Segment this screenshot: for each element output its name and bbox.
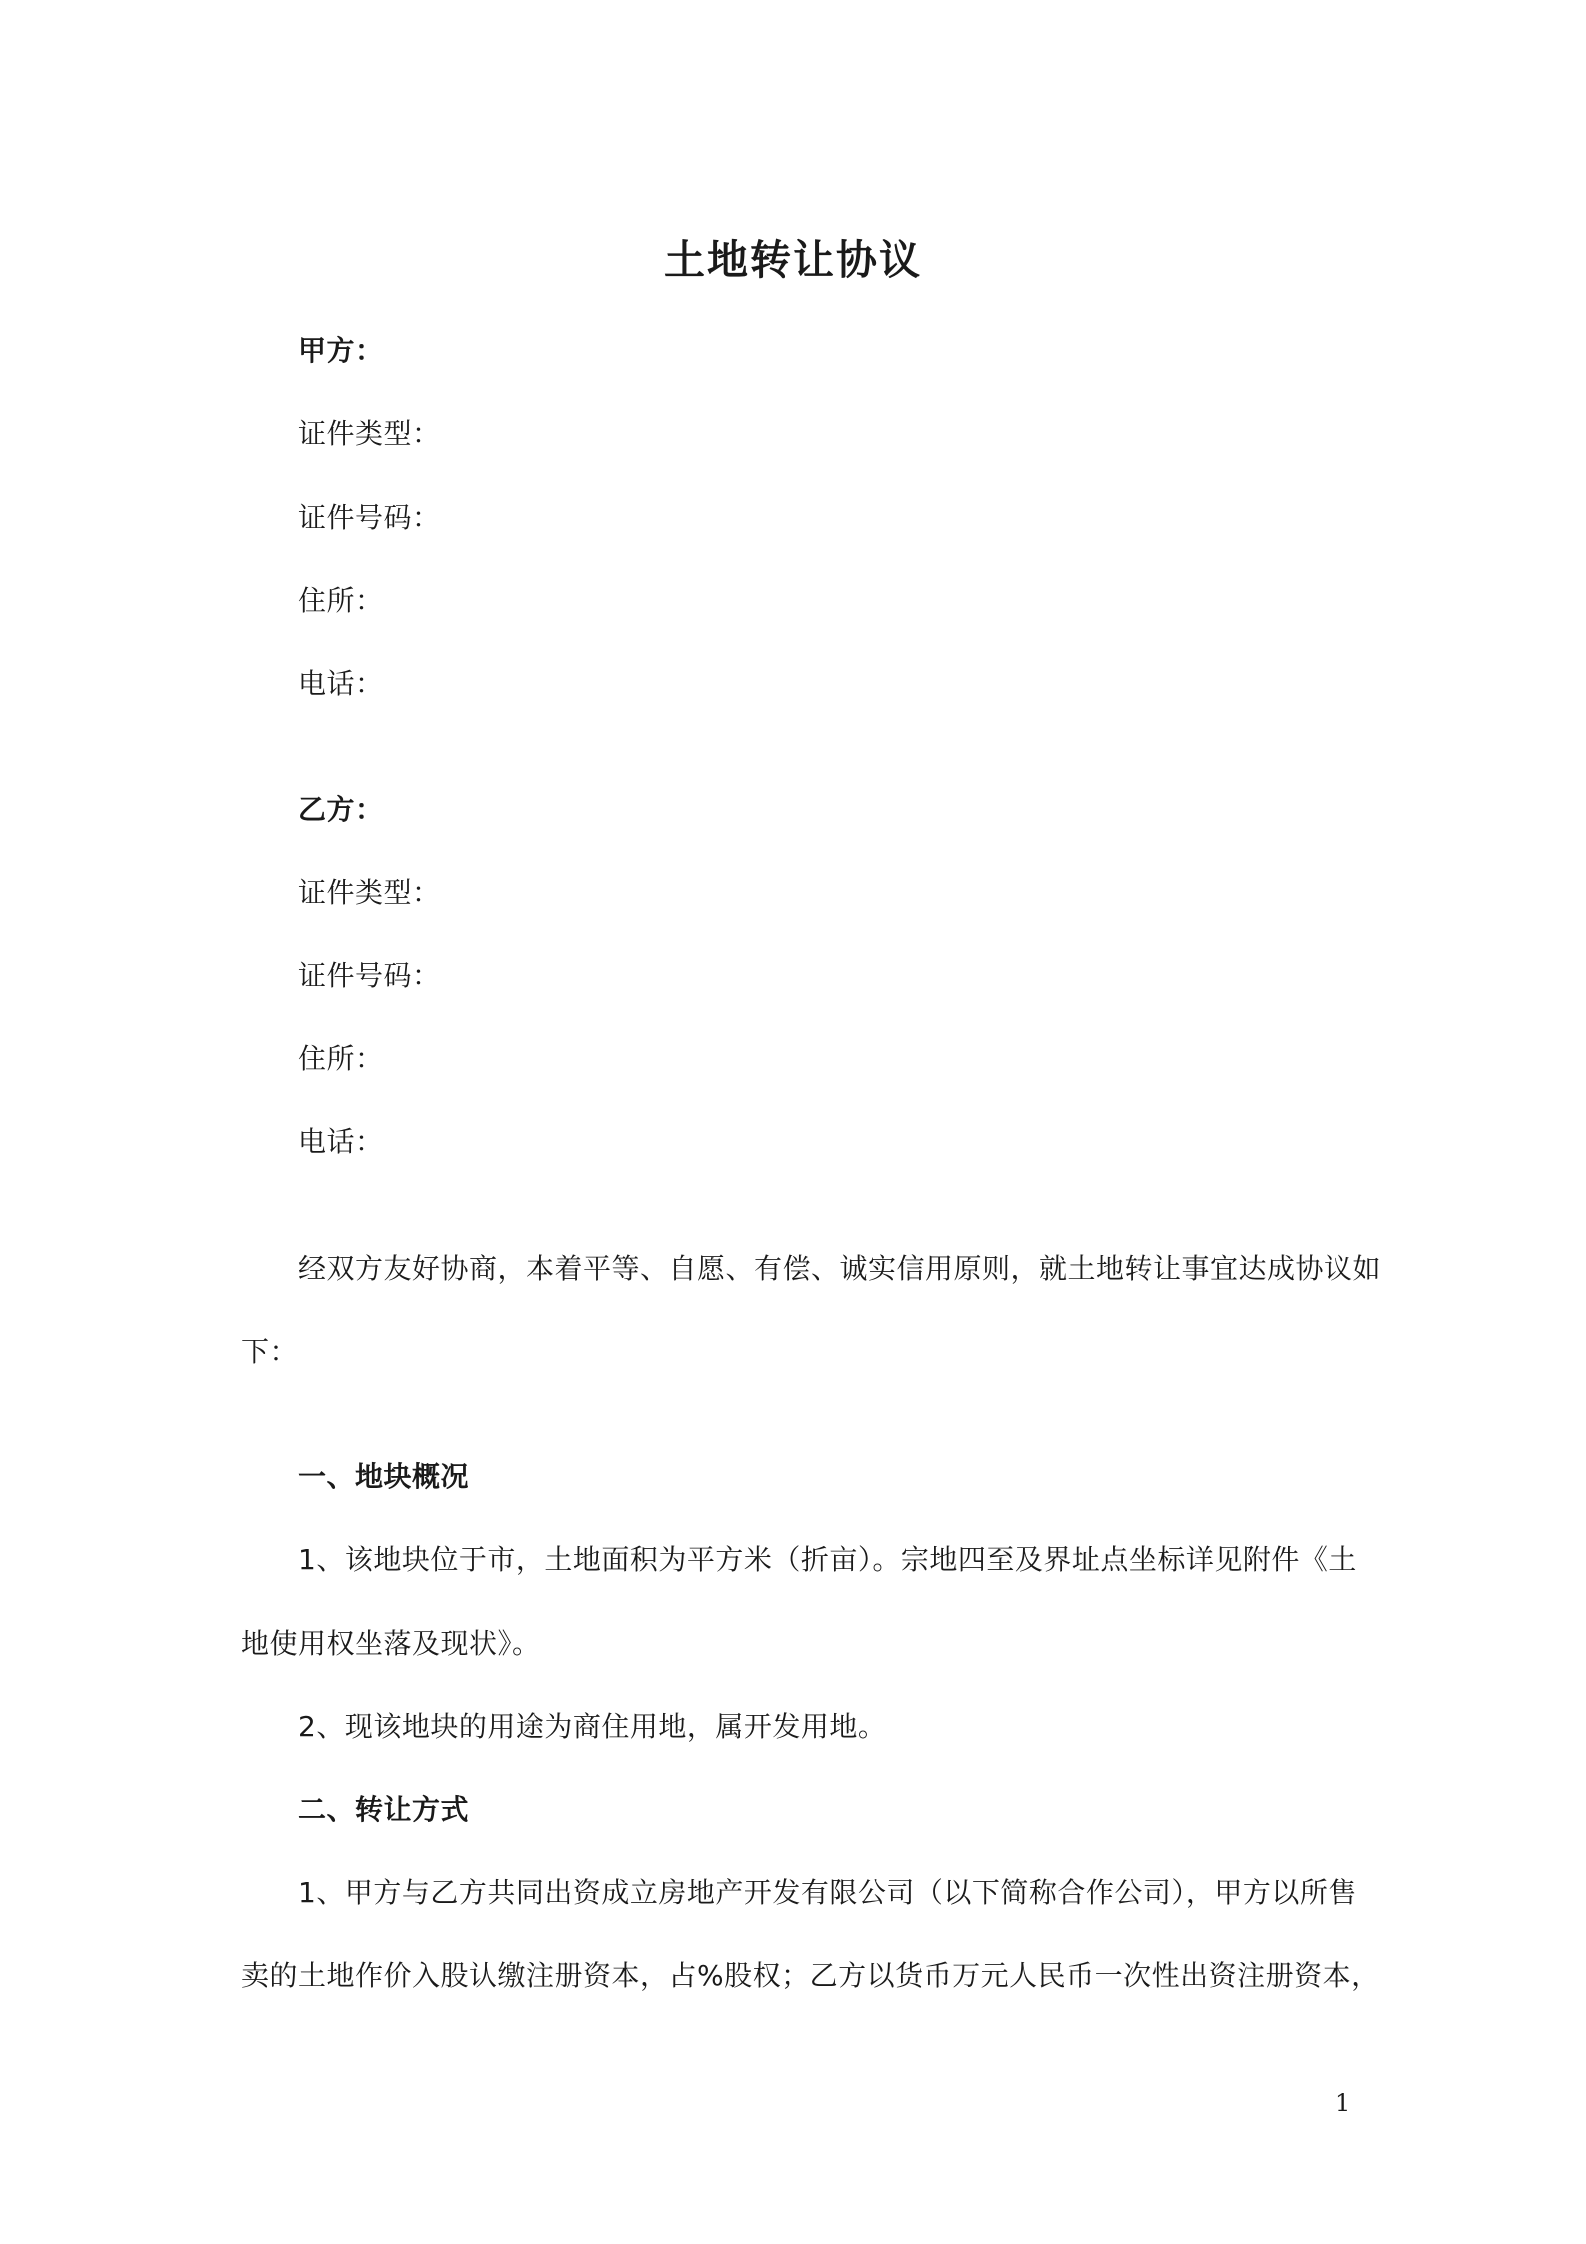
party-b-id-type: 证件类型：	[298, 876, 441, 909]
party-a-address: 住所：	[298, 584, 384, 617]
section-1-item-1-line-1: 1、该地块位于市，土地面积为平方米（折亩）。宗地四至及界址点坐标详见附件《土	[298, 1543, 1357, 1576]
section-1-item-2: 2、现该地块的用途为商住用地，属开发用地。	[298, 1710, 887, 1743]
section-1-heading: 一、地块概况	[298, 1460, 470, 1493]
party-a-phone: 电话：	[298, 667, 384, 700]
section-1-item-1-line-2: 地使用权坐落及现状》。	[241, 1627, 541, 1660]
party-a-heading: 甲方：	[298, 334, 384, 367]
intro-paragraph-line-2: 下：	[241, 1335, 299, 1368]
party-b-phone: 电话：	[298, 1125, 384, 1158]
party-a-id-number: 证件号码：	[298, 501, 441, 534]
section-2-item-1-line-2: 卖的土地作价入股认缴注册资本，占%股权；乙方以货币万元人民币一次性出资注册资本，	[241, 1959, 1380, 1992]
party-a-id-type: 证件类型：	[298, 417, 441, 450]
section-2-item-1-line-1: 1、甲方与乙方共同出资成立房地产开发有限公司（以下简称合作公司），甲方以所售	[298, 1876, 1357, 1909]
section-2-heading: 二、转让方式	[298, 1793, 470, 1826]
party-b-id-number: 证件号码：	[298, 959, 441, 992]
party-b-address: 住所：	[298, 1042, 384, 1075]
party-b-heading: 乙方：	[298, 793, 384, 826]
intro-paragraph-line-1: 经双方友好协商，本着平等、自愿、有偿、诚实信用原则，就土地转让事宜达成协议如	[298, 1252, 1382, 1285]
document-title: 土地转让协议	[664, 236, 922, 284]
page-number: 1	[1335, 2089, 1351, 2117]
